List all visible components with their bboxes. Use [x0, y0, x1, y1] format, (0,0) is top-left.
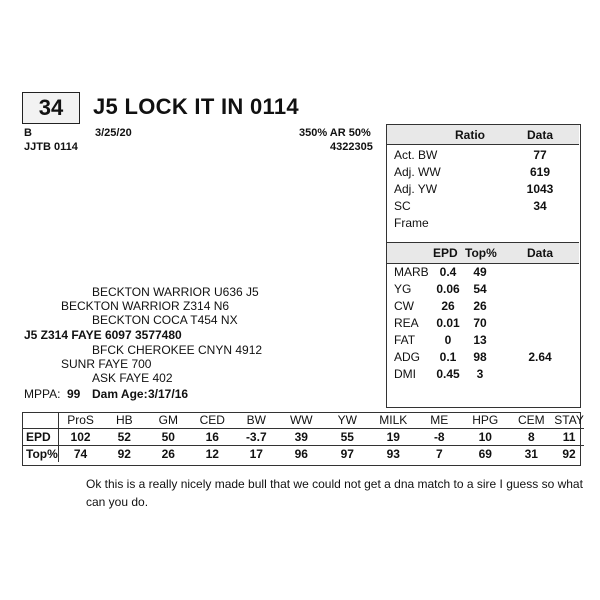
top-cell: 74 [73, 447, 88, 461]
top-cell: 93 [386, 447, 400, 461]
pedigree-dam-sire-sire: BFCK CHEROKEE CNYN 4912 [92, 343, 263, 357]
epd-table-header: CEM [508, 412, 554, 429]
epd-row-value: 0.4 [439, 265, 457, 279]
epd-cell: 16 [190, 429, 234, 446]
breed-percentage: 350% AR 50% [299, 127, 371, 139]
epd-cell: 10 [462, 429, 508, 446]
ratio-row-data: 34 [533, 199, 547, 213]
epd-table-top-row [22, 446, 584, 463]
epd-row-value: 0.01 [436, 316, 460, 330]
dam-age-label: Dam Age: [92, 387, 148, 401]
epd-table-header: ProS [58, 412, 102, 429]
ratio-row-label: Frame [394, 216, 429, 230]
top-cell: 92 [117, 447, 131, 461]
data-column-header: Data [527, 128, 554, 142]
epd-table-header: BW [234, 412, 278, 429]
ratio-row-label: SC [394, 199, 411, 213]
epd-table-header: GM [146, 412, 190, 429]
epd-table-header: MILK [370, 412, 416, 429]
pedigree-dam-sire: SUNR FAYE 700 [61, 357, 152, 371]
epd-row-label: MARB [394, 265, 429, 279]
epd-table-header-row [22, 412, 584, 429]
top-cell: 26 [161, 447, 175, 461]
epd-row-top: 49 [473, 265, 487, 279]
epd-row-top: 13 [473, 333, 487, 347]
top-cell: 96 [294, 447, 308, 461]
epd-row-label: REA [394, 316, 419, 330]
top-cell: 69 [478, 447, 492, 461]
epd-table [22, 412, 584, 462]
epd-table-header: ME [416, 412, 462, 429]
lot-number: 34 [22, 92, 80, 124]
epd-table-corner [22, 412, 58, 429]
epd-row-top: 70 [473, 316, 487, 330]
epd-row-value: 0.1 [439, 350, 457, 364]
top-cell: 31 [524, 447, 538, 461]
epd-cell: 19 [370, 429, 416, 446]
mppa-value: 99 [67, 387, 81, 401]
ratio-row-data: 1043 [526, 182, 554, 196]
pedigree-sire: J5 Z314 FAYE 6097 3577480 [24, 328, 182, 342]
ratio-row-label: Adj. YW [394, 182, 438, 196]
epd-row-value: 0.45 [436, 367, 460, 381]
epd-row-label: ADG [394, 350, 421, 364]
pedigree-sire-sire: BECKTON WARRIOR Z314 N6 [61, 299, 230, 313]
ratio-column-header: Ratio [455, 128, 485, 142]
tattoo: JJTB 0114 [24, 141, 78, 153]
epd-row-value: 0 [444, 333, 452, 347]
ratio-row-data: 619 [529, 165, 551, 179]
epd-row-label: CW [394, 299, 414, 313]
epd-row-data: 2.64 [528, 350, 552, 364]
registration-number: 4322305 [330, 141, 373, 153]
epd-cell: 102 [58, 429, 102, 446]
top-cell: 17 [249, 447, 263, 461]
birth-date: 3/25/20 [95, 127, 132, 139]
epd-cell: 55 [324, 429, 370, 446]
epd-row-label: EPD [22, 429, 58, 446]
epd-row-top: 98 [473, 350, 487, 364]
pedigree-sire-sire-sire: BECKTON WARRIOR U636 J5 [92, 285, 259, 299]
epd-row-label: DMI [394, 367, 416, 381]
epd-table-header: STAY [554, 413, 584, 427]
epd-column-header: EPD [433, 246, 458, 260]
ratio-row-label: Act. BW [394, 148, 438, 162]
epd-row-label: FAT [394, 333, 416, 347]
mppa-label: MPPA: [24, 387, 61, 401]
pedigree-dam-sire-dam: ASK FAYE 402 [92, 371, 173, 385]
epd-cell: 8 [508, 429, 554, 446]
pedigree-sire-sire-dam: BECKTON COCA T454 NX [92, 313, 238, 327]
epd-row-label: YG [394, 282, 412, 296]
epd-row-value: 0.06 [436, 282, 460, 296]
epd-cell: -8 [416, 429, 462, 446]
epd-table-header: HB [102, 412, 146, 429]
epd-cell: -3.7 [234, 429, 278, 446]
top-cell: 7 [435, 447, 443, 461]
epd-table-epd-row [22, 429, 584, 446]
ratio-row-data: 77 [533, 148, 547, 162]
epd-cell: 39 [278, 429, 324, 446]
epd-table-header: YW [324, 412, 370, 429]
ratio-row-label: Adj. WW [394, 165, 441, 179]
epd-table-header: CED [190, 412, 234, 429]
epd-cell: 11 [554, 429, 584, 446]
dam-age-value: 3/17/16 [148, 387, 189, 401]
lot-comment: Ok this is a really nicely made bull that we could not get a dna match to a sire I guess so what can you do. [86, 477, 583, 509]
epd-row-value: 26 [441, 299, 455, 313]
top-cell: 92 [562, 447, 576, 461]
data-column-header: Data [527, 246, 554, 260]
epd-table-header: HPG [462, 412, 508, 429]
epd-row-top: 26 [473, 299, 487, 313]
top-cell: 12 [205, 447, 219, 461]
sex: B [24, 127, 32, 139]
top-cell: 97 [340, 447, 354, 461]
animal-name: J5 LOCK IT IN 0114 [93, 94, 299, 119]
top-row-label: Top% [22, 446, 58, 463]
epd-table-header: WW [278, 412, 324, 429]
epd-row-top: 3 [476, 367, 484, 381]
epd-cell: 50 [146, 429, 190, 446]
epd-cell: 52 [102, 429, 146, 446]
top-column-header: Top% [465, 246, 497, 260]
epd-row-top: 54 [473, 282, 487, 296]
